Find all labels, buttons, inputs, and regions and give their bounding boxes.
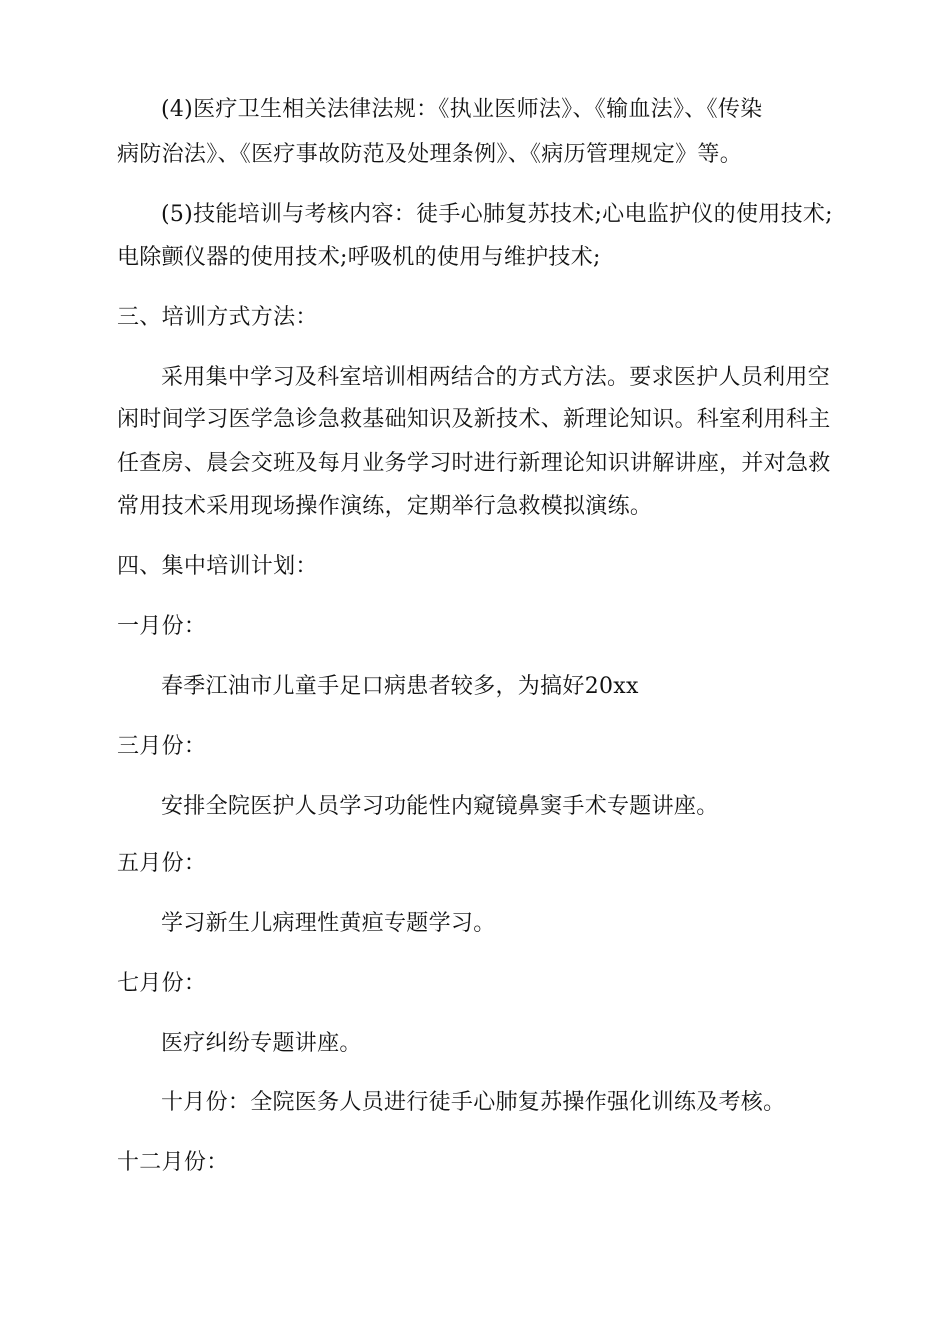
paragraph-training-methods-line-2: 闲时间学习医学急诊急救基础知识及新技术、新理论知识。科室利用科主: [117, 407, 831, 432]
month-heading-july: 七月份：: [117, 971, 207, 996]
month-heading-may: 五月份：: [117, 851, 207, 876]
paragraph-law-regulations-line-1: (4)医疗卫生相关法律法规：《执业医师法》、《输血法》、《传染: [161, 97, 763, 122]
paragraph-training-methods-line-1: 采用集中学习及科室培训相两结合的方式方法。要求医护人员利用空: [161, 365, 831, 390]
month-content-may: 学习新生儿病理性黄疸专题学习。: [161, 911, 496, 936]
section-heading-training-plan: 四、集中培训计划：: [117, 554, 318, 579]
paragraph-training-methods-line-4: 常用技术采用现场操作演练，定期举行急救模拟演练。: [117, 494, 653, 519]
month-item-october: 十月份：全院医务人员进行徒手心肺复苏操作强化训练及考核。: [161, 1090, 786, 1115]
month-content-march: 安排全院医护人员学习功能性内窥镜鼻窦手术专题讲座。: [161, 794, 719, 819]
month-heading-january: 一月份：: [117, 614, 207, 639]
paragraph-law-regulations-line-2: 病防治法》、《医疗事故防范及处理条例》、《病历管理规定》等。: [117, 142, 743, 167]
month-content-july: 医疗纠纷专题讲座。: [161, 1031, 362, 1056]
paragraph-skills-training-line-2: 电除颤仪器的使用技术;呼吸机的使用与维护技术;: [117, 245, 601, 270]
paragraph-training-methods-line-3: 任查房、晨会交班及每月业务学习时进行新理论知识讲解讲座，并对急救: [117, 451, 831, 476]
month-heading-december: 十二月份：: [117, 1150, 229, 1175]
paragraph-skills-training-line-1: (5)技能培训与考核内容：徒手心肺复苏技术;心电监护仪的使用技术;: [161, 202, 833, 227]
month-heading-march: 三月份：: [117, 734, 207, 759]
section-heading-training-methods: 三、培训方式方法：: [117, 305, 318, 330]
month-content-january: 春季江油市儿童手足口病患者较多，为搞好20xx: [161, 674, 639, 699]
